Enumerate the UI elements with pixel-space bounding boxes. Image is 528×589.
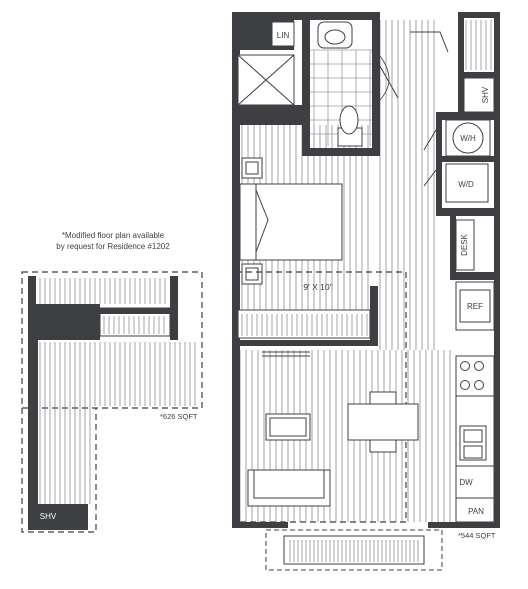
wall-bottom-right bbox=[428, 522, 500, 528]
closet-hatch bbox=[466, 20, 491, 70]
shv-wall-top bbox=[464, 72, 494, 78]
refrigerator-label: REF bbox=[467, 302, 483, 311]
bath-door-swing bbox=[380, 56, 389, 100]
dining-chair-top bbox=[370, 392, 396, 404]
alternate-plan bbox=[22, 272, 202, 532]
bed-wall-left bbox=[232, 122, 238, 346]
bath-wall-mid bbox=[302, 20, 310, 156]
desk-label: DESK bbox=[460, 234, 469, 256]
bed-closet bbox=[238, 310, 370, 338]
bed-headboard bbox=[240, 184, 256, 260]
wd-wall-top bbox=[436, 156, 500, 162]
counter bbox=[456, 396, 494, 466]
range bbox=[456, 356, 494, 396]
wall-right bbox=[494, 12, 500, 528]
linen-label: LIN bbox=[276, 31, 290, 40]
ref-wall-top bbox=[450, 272, 500, 280]
desk-wall bbox=[450, 216, 456, 276]
main-sqft: *544 SQFT bbox=[458, 531, 496, 540]
alt-wall-right bbox=[170, 276, 178, 340]
bath-wall-right bbox=[372, 20, 380, 156]
dining-table bbox=[348, 404, 418, 440]
washer-dryer-label: W/D bbox=[458, 180, 474, 189]
alt-wall-block bbox=[28, 304, 100, 340]
pantry-label: PAN bbox=[468, 507, 484, 516]
dishwasher-label: DW bbox=[459, 478, 473, 487]
closet-wall bbox=[458, 12, 464, 112]
bed-wall-bottom bbox=[232, 340, 378, 346]
dining-chair-bottom bbox=[370, 440, 396, 452]
note-line-1: *Modified floor plan available bbox=[61, 231, 165, 240]
toilet-bowl bbox=[340, 106, 358, 134]
desk-wall-top bbox=[436, 208, 500, 216]
wh-wall-top bbox=[436, 112, 500, 120]
alt-sqft: *626 SQFT bbox=[160, 412, 198, 421]
alt-counter-top bbox=[100, 308, 170, 314]
main-plan bbox=[232, 12, 500, 570]
alt-wall-left bbox=[28, 340, 38, 530]
wall-bottom-left bbox=[232, 522, 288, 528]
bath-wall-bottom bbox=[302, 148, 380, 156]
water-heater-label: W/H bbox=[460, 134, 476, 143]
alt-shower-label: SHV bbox=[39, 512, 57, 521]
note-line-2: by request for Residence #1202 bbox=[56, 242, 170, 251]
nightstand-bottom bbox=[242, 264, 262, 284]
bedroom-dimension: 9' X 10" bbox=[303, 282, 333, 292]
bed-wall-right bbox=[370, 286, 378, 346]
shelves-label: SHV bbox=[481, 86, 490, 104]
sofa bbox=[248, 470, 330, 506]
nightstand-top bbox=[242, 158, 262, 178]
bath-wall-bottom-left bbox=[232, 105, 302, 125]
